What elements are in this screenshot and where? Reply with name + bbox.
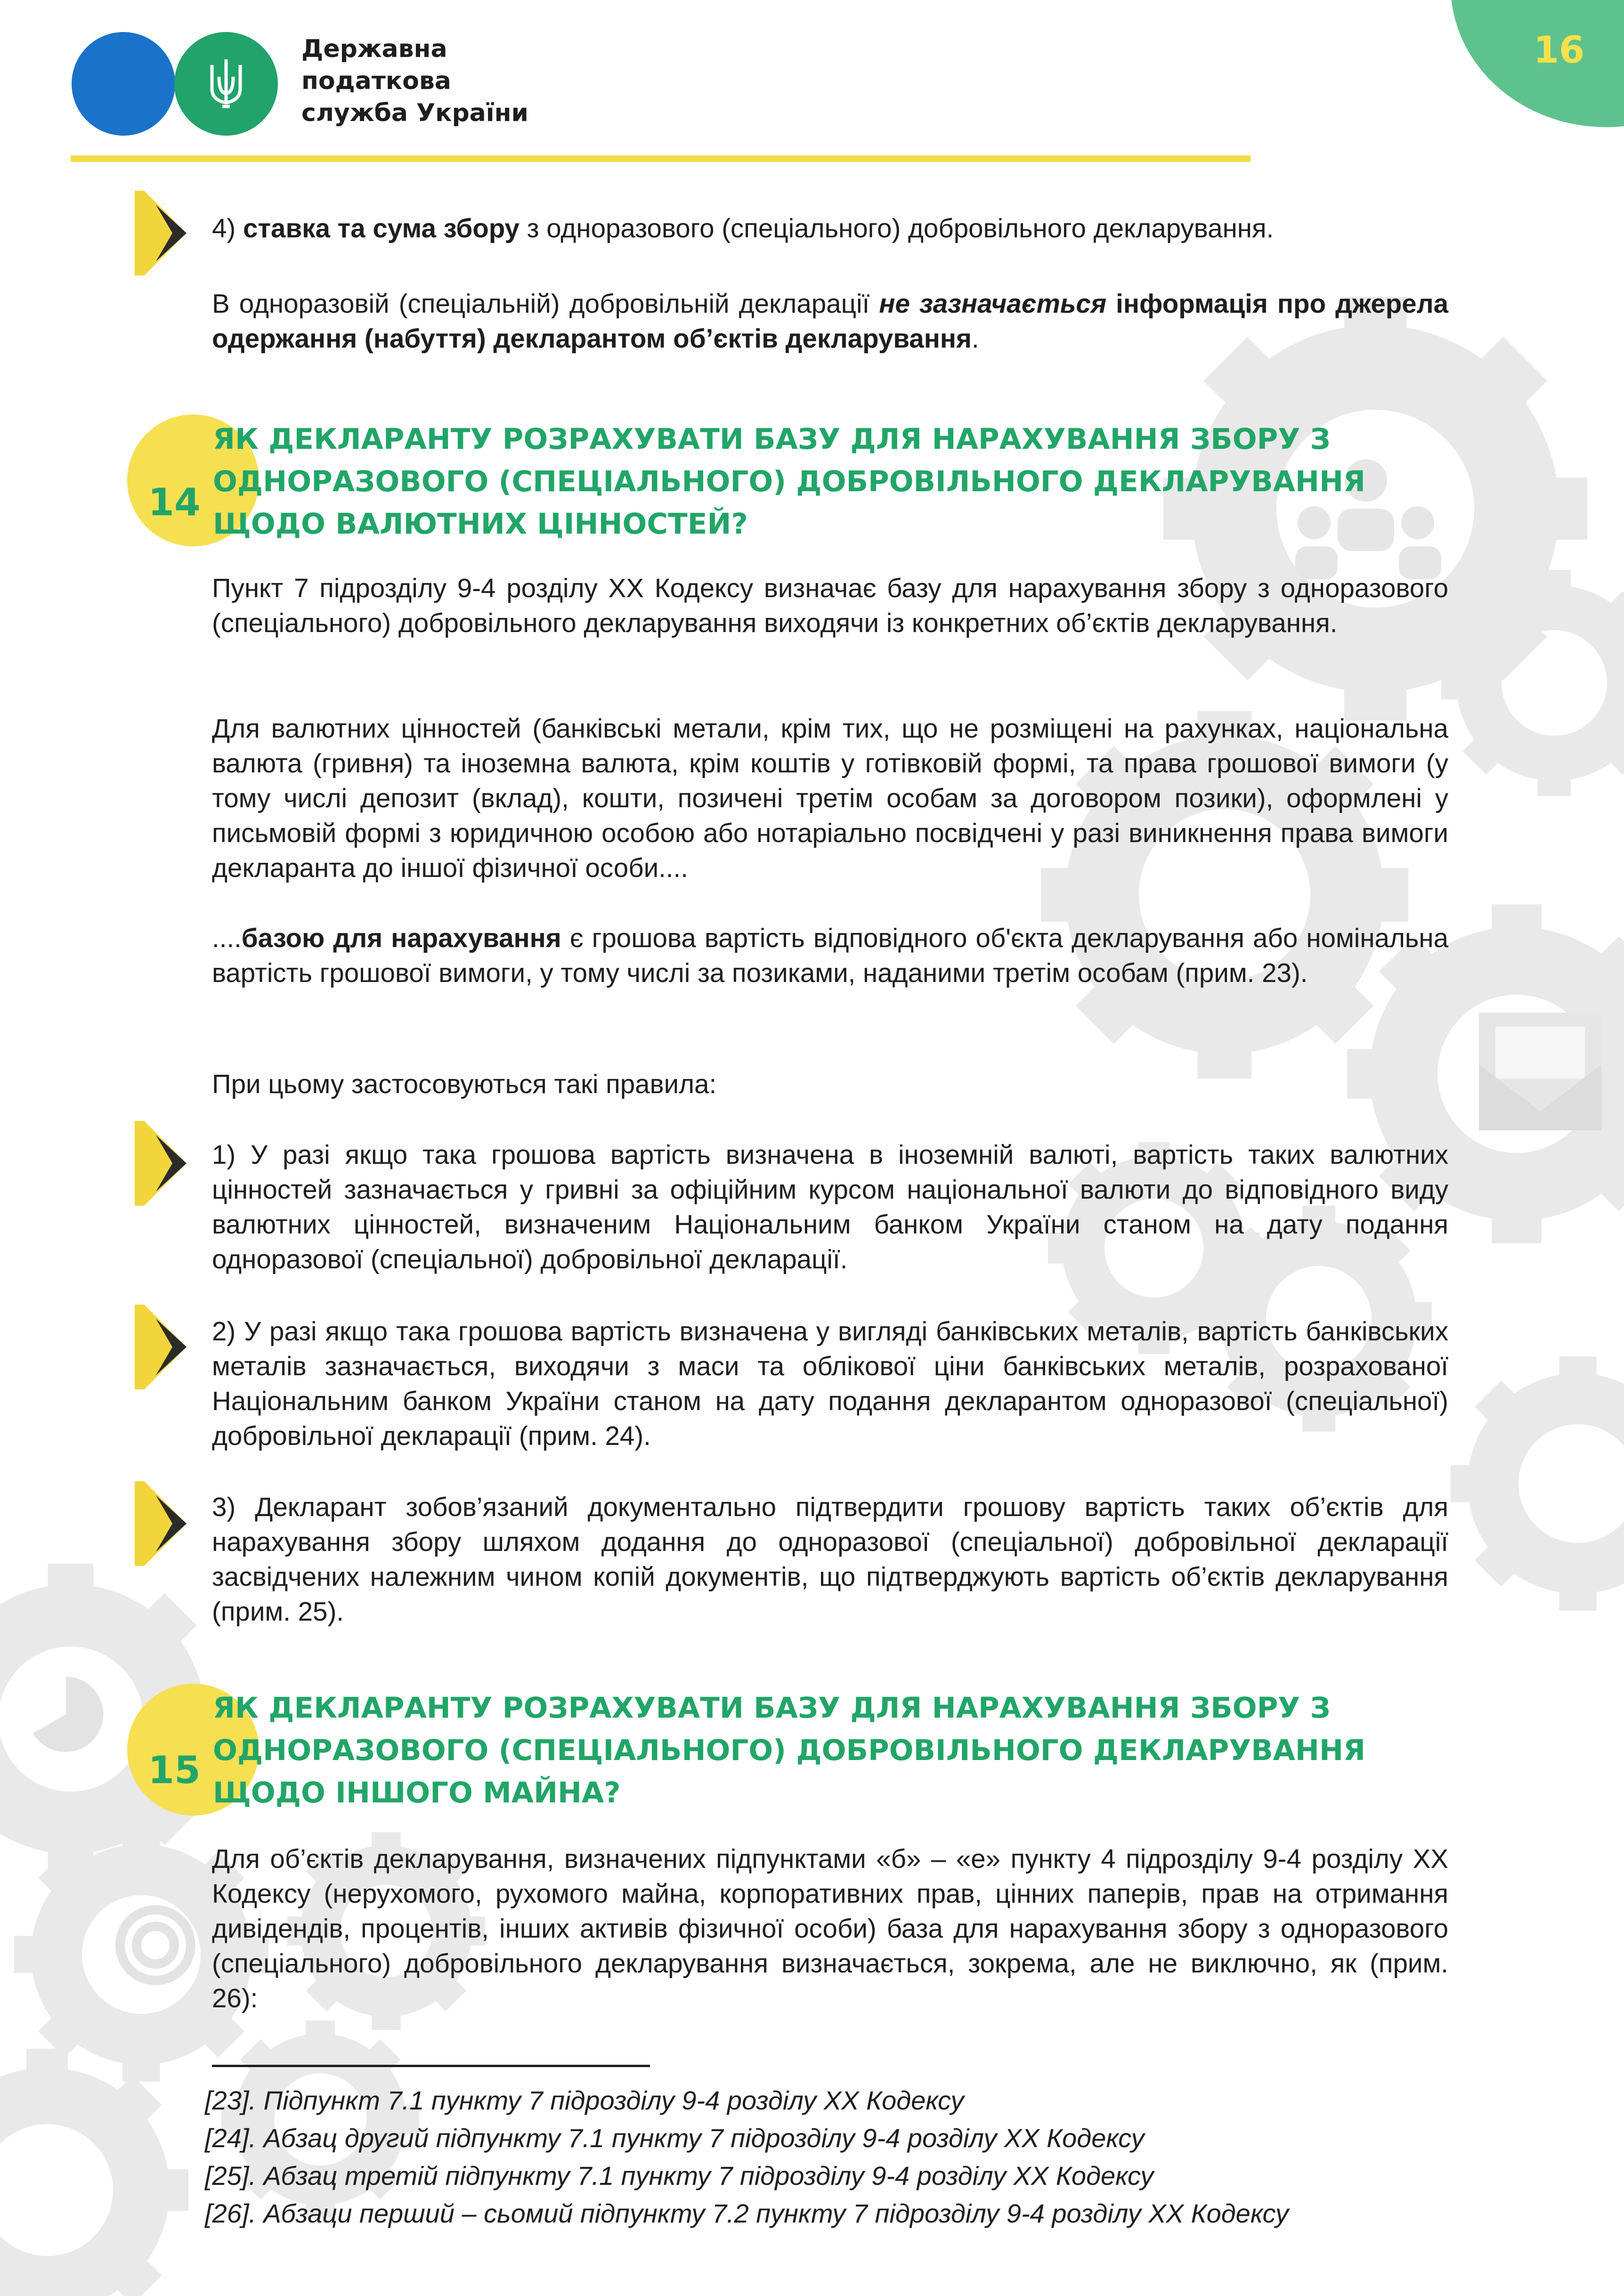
rule-item: 3) Декларант зобов’язаний документально підтвердити грошову вартість таких об’єктів для нарахування збору шляхом додання до одноразової (спеціальної) добровільної декларації засвідчених належним чином копій документів, що підтверджують вартість об’єктів декларування (прим. 25).	[212, 1492, 1448, 1626]
paragraph: Пункт 7 підрозділу 9-4 розділу XX Кодексу визначає базу для нарахування збору з одноразового (спеціального) добровільного декларування виходячи із конкретних об’єктів декларування.	[212, 573, 1448, 638]
footnote-divider	[212, 2065, 650, 2067]
pie-chart-icon	[33, 1677, 103, 1752]
heading-line: ЩОДО ІНШОГО МАЙНА?	[213, 1776, 621, 1809]
section-number: 14	[148, 480, 201, 524]
heading-line: ЯК ДЕКЛАРАНТУ РОЗРАХУВАТИ БАЗУ ДЛЯ НАРАХУВАННЯ ЗБОРУ З	[213, 1691, 1331, 1725]
logo-blue-circle	[72, 32, 175, 136]
heading-line: ЯК ДЕКЛАРАНТУ РОЗРАХУВАТИ БАЗУ ДЛЯ НАРАХУВАННЯ ЗБОРУ З	[213, 422, 1331, 456]
organization-name	[301, 33, 631, 129]
section-number: 15	[148, 1748, 201, 1792]
paragraph: Для об’єктів декларування, визначених підпунктами «б» – «е» пункту 4 підрозділу 9-4 розділу XX Кодексу (нерухомого, рухомого майна, корпоративних прав, цінних паперів, прав на отримання дивідендів, процентів, інших активів фізичної особи) база для нарахування збору з одноразового (спеціального) добровільного декларування визначається, зокрема, але не виключно, як (прим. 26):	[212, 1844, 1448, 2013]
target-icon	[120, 1910, 191, 1980]
chevron-right-icon	[135, 1121, 191, 1206]
paragraph: ....базою для нарахування є грошова вартість відповідного об'єкта декларування або номінальна вартість грошової вимоги, у тому числі за позиками, наданими третім особам (прим. 23).	[212, 923, 1448, 988]
org-name-line: податкова	[301, 67, 451, 95]
footnote: [23]. Підпункт 7.1 пункту 7 підрозділу 9-4 розділу XX Кодексу	[205, 2085, 964, 2115]
chevron-right-icon	[135, 1481, 191, 1566]
envelope-icon	[1479, 1013, 1601, 1130]
heading-line: ОДНОРАЗОВОГО (СПЕЦІАЛЬНОГО) ДОБРОВІЛЬНОГО ДЕКЛАРУВАННЯ	[213, 465, 1365, 498]
footnote: [26]. Абзаци перший – сьомий підпункту 7.2 пункту 7 підрозділу 9-4 розділу XX Кодексу	[205, 2199, 1289, 2228]
org-name-line: служба України	[301, 99, 528, 127]
header-divider	[71, 155, 1250, 162]
rule-item: 2) У разі якщо така грошова вартість визначена у вигляді банківських металів, вартість банківських металів зазначається, виходячи з маси та облікової ціни банківських металів, розрахованої Національним банком України станом на дату подання декларантом одноразової (спеціальної) добровільної декларації (прим. 24).	[212, 1316, 1448, 1451]
rule-item: 1) У разі якщо така грошова вартість визначена в іноземній валюті, вартість таких валютних цінностей зазначається у гривні за офіційним курсом національної валюти до відповідного виду валютних цінностей, визначеним Національним банком України станом на дату подання одноразової (спеціальної) добровільної декларації.	[212, 1140, 1448, 1274]
gear-icon	[1451, 1356, 1624, 1611]
section-heading	[213, 1687, 1485, 1814]
gear-icon	[0, 2049, 188, 2296]
heading-line: ЩОДО ВАЛЮТНИХ ЦІННОСТЕЙ?	[213, 507, 748, 541]
org-name-line: Державна	[301, 35, 447, 63]
heading-line: ОДНОРАЗОВОГО (СПЕЦІАЛЬНОГО) ДОБРОВІЛЬНОГО ДЕКЛАРУВАННЯ	[213, 1734, 1365, 1767]
section-heading	[213, 418, 1485, 545]
chevron-right-icon	[135, 1305, 191, 1389]
paragraph: Для валютних цінностей (банківські метали, крім тих, що не розміщені на рахунках, національна валюта (гривня) та іноземна валюта, крім коштів у готівковій формі, та права грошової вимоги (у тому числі депозит (вклад), кошти, позичені третім особам за договором позики), оформлені у письмовій формі з юридичною особою або нотаріально посвідчені у разі виникнення права вимоги декларанта до іншої фізичної особи....	[212, 714, 1448, 883]
page-number: 16	[1533, 29, 1585, 72]
paragraph: При цьому застосовуються такі правила:	[212, 1069, 717, 1099]
note-paragraph: В одноразовій (спеціальній) добровільній декларації не зазначається інформація про джерела одержання (набуття) декларантом об’єктів декларування.	[212, 289, 1449, 353]
chevron-right-icon	[135, 191, 191, 276]
footnote: [24]. Абзац другий підпункту 7.1 пункту 7 підрозділу 9-4 розділу XX Кодексу	[205, 2123, 1145, 2153]
footnotes	[205, 2082, 1477, 2232]
item-4: 4) ставка та сума збору з одноразового (спеціального) добровільного декларування.	[212, 213, 1274, 243]
footnote: [25]. Абзац третій підпункту 7.1 пункту 7 підрозділу 9-4 розділу XX Кодексу	[205, 2161, 1154, 2191]
trident-icon	[203, 56, 250, 112]
